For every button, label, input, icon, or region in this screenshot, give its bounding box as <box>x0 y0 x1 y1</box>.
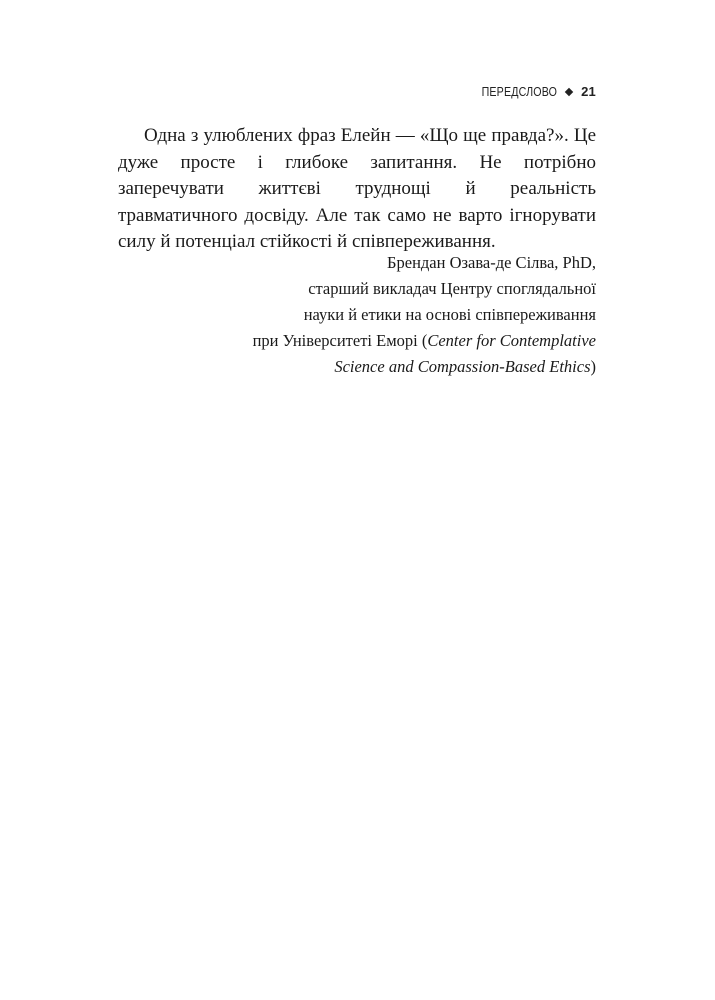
author-role-line-3 <box>176 328 596 354</box>
diamond-separator-icon <box>565 87 573 95</box>
attribution <box>176 250 596 380</box>
author-role-line-1: старший викладач Центру споглядальної <box>308 279 596 298</box>
running-head <box>465 84 596 99</box>
section-title: ПЕРЕДСЛОВО <box>481 84 558 99</box>
institution-english-1: Center for Contemplative <box>427 331 596 350</box>
closing-paren: ) <box>590 357 596 376</box>
body-text <box>118 123 596 256</box>
university-prefix: при Університеті Еморі ( <box>252 331 428 350</box>
author-role-line-2: науки й етики на основі співпереживання <box>303 305 596 324</box>
author-role-line-4 <box>176 354 596 380</box>
quote-paragraph: Одна з улюблених фраз Елейн — «Що ще правда?». Це дуже просте і глибоке запитання. Не потрібно заперечувати життєві труднощі й реальність травматичного досвіду. Але так само не варто ігнорувати силу й потенціал стійкості й співпереживання. <box>118 125 596 252</box>
author-name: Брендан Озава-де Сілва, PhD, <box>387 253 596 272</box>
page-number: 21 <box>581 84 596 99</box>
institution-english-2: Science and Compassion-Based Ethics <box>334 357 591 376</box>
